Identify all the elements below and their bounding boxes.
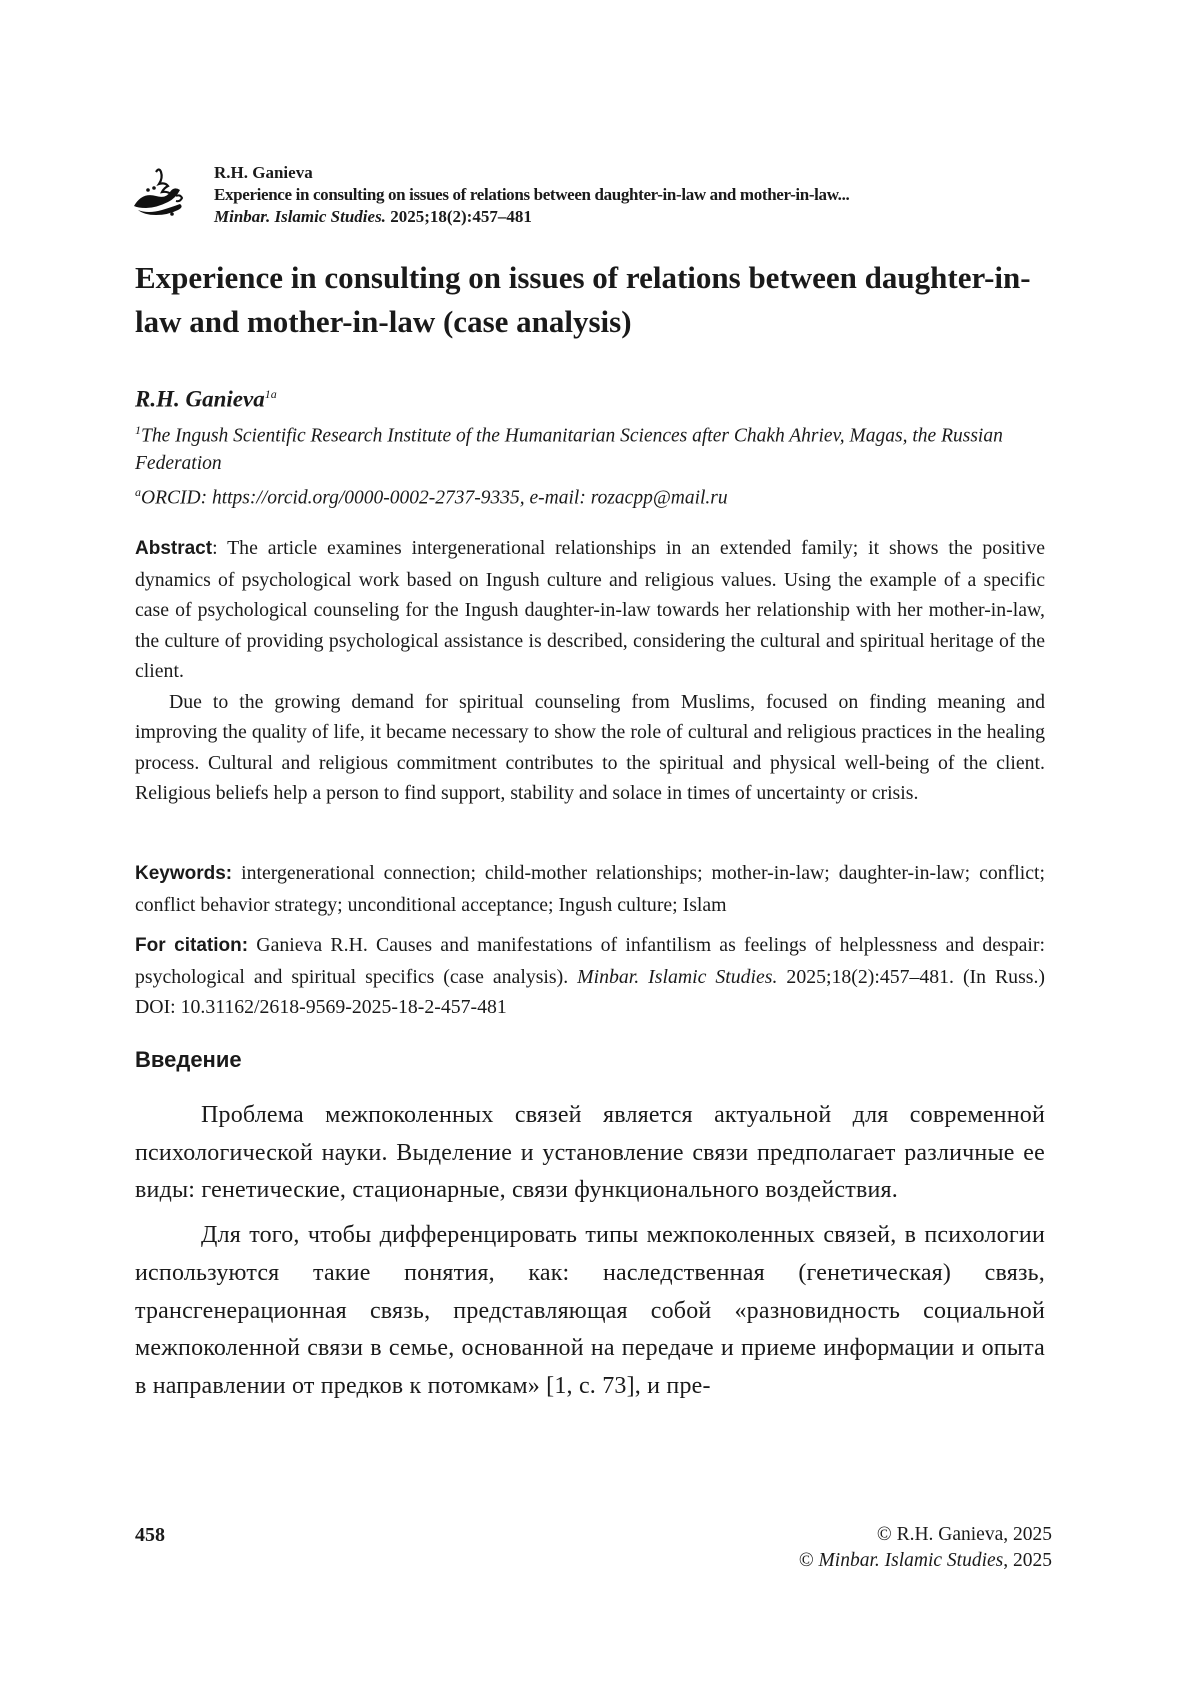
orcid-text: ORCID: https://orcid.org/0000-0002-2737-9335, e-mail: rozacpp@mail.ru [141, 487, 728, 509]
keywords-text: intergenerational connection; child-mother relationships; mother-in-law; daughter-in-law; conflict; conflict behavior strategy; unconditional acceptance; Ingush culture; Islam [135, 862, 1046, 916]
affiliation-text: The Ingush Scientific Research Institute of the Humanitarian Sciences after Chakh Ahriev, Magas, the Russian Federation [135, 425, 1003, 475]
page-number: 458 [135, 1524, 165, 1546]
citation-journal: Minbar. Islamic Studies. [577, 965, 778, 988]
intro-heading: Введение [135, 1047, 242, 1072]
keywords [135, 858, 1045, 920]
keywords-label: Keywords: [135, 863, 233, 884]
copyright-journal-line [799, 1548, 1052, 1574]
running-header-journal-line [214, 206, 1074, 228]
citation-label: For citation: [135, 935, 249, 956]
copyright-author: © R.H. Ganieva, 2025 [876, 1524, 1052, 1545]
running-header-citation: 2025;18(2):457–481 [390, 207, 532, 226]
article-title: Experience in consulting on issues of relations between daughter-in-law and mother-in-law (case analysis) [135, 260, 1031, 339]
abstract-paragraph-2: Due to the growing demand for spiritual counseling from Muslims, focused on finding meaning and improving the quality of life, it became necessary to show the role of cultural and religious practices in the healing process. Cultural and religious commitment contributes to the spiritual and physical well-being of the client. Religious beliefs help a person to find support, stability and solace in times of uncertainty or crisis. [135, 690, 1045, 804]
abstract-label: Abstract [135, 538, 213, 559]
running-header-journal: Minbar. Islamic Studies. [214, 207, 386, 226]
intro-paragraph-1: Проблема межпоколенных связей является актуальной для современной психологической науки. Выделение и установление связи предполагает различные ее виды: генетические, стационарные, связи функционального воздействия. [135, 1102, 1045, 1204]
abstract [135, 533, 1045, 809]
author-marks: 1a [264, 387, 277, 401]
copyright-symbol: © [798, 1550, 814, 1571]
orcid-mark: a [135, 485, 141, 500]
author-name: R.H. Ganieva [135, 386, 265, 412]
copyright [799, 1522, 1052, 1574]
affiliation [135, 416, 1055, 479]
intro-body [135, 1097, 1045, 1413]
citation-text: Ganieva R.H. Causes and manifestations of infantilism as feelings of helplessness and despair: psychological and spiritual specifics (case analysis). [135, 934, 1045, 988]
citation-details: 2025;18(2):457–481. (In Russ.) DOI: 10.31162/2618-9569-2025-18-2-457-481 [135, 965, 1045, 1018]
copyright-journal: Minbar. Islamic Studies [818, 1550, 1004, 1571]
intro-paragraph-2: Для того, чтобы дифференцировать типы межпоколенных связей, в психологии используются такие понятия, как: наследственная (генетическая) связь, трансгенерационная связь, представляющая собой «разновидность социальной межпоколенной связи в семье, основанной на передаче и приеме информации и опыта в направлении от предков к потомкам» [1, с. 73], и пре- [135, 1222, 1045, 1399]
affiliation-mark: 1 [135, 422, 141, 437]
copyright-journal-year: , 2025 [1003, 1550, 1052, 1571]
citation [135, 930, 1045, 1023]
abstract-text-1: The article examines intergenerational relationships in an extended family; it shows the positive dynamics of psychological work based on Ingush culture and religious values. Using the example of a specific case of psychological counseling for the Ingush daughter-in-law towards her relationship with her mother-in-law, the culture of providing psychological assistance is described, considering the cultural and spiritual heritage of the client. [135, 537, 1045, 682]
journal-logo-icon [128, 166, 190, 218]
running-header-author: R.H. Ganieva [214, 163, 313, 182]
author-block [135, 378, 1055, 513]
running-header-title: Experience in consulting on issues of relations between daughter-in-law and mother-in-law... [214, 185, 850, 204]
abstract-paragraph-1: Abstract: The article examines intergenerational relationships in an extended family; it shows the positive dynamics of psychological work based on Ingush culture and religious values. Using the example of a specific case of psychological counseling for the Ingush daughter-in-law towards her relationship with her mother-in-law, the culture of providing psychological assistance is described, considering the cultural and spiritual heritage of the client. [135, 537, 1045, 682]
orcid-line [135, 478, 1055, 513]
author-name-line [135, 378, 1055, 416]
